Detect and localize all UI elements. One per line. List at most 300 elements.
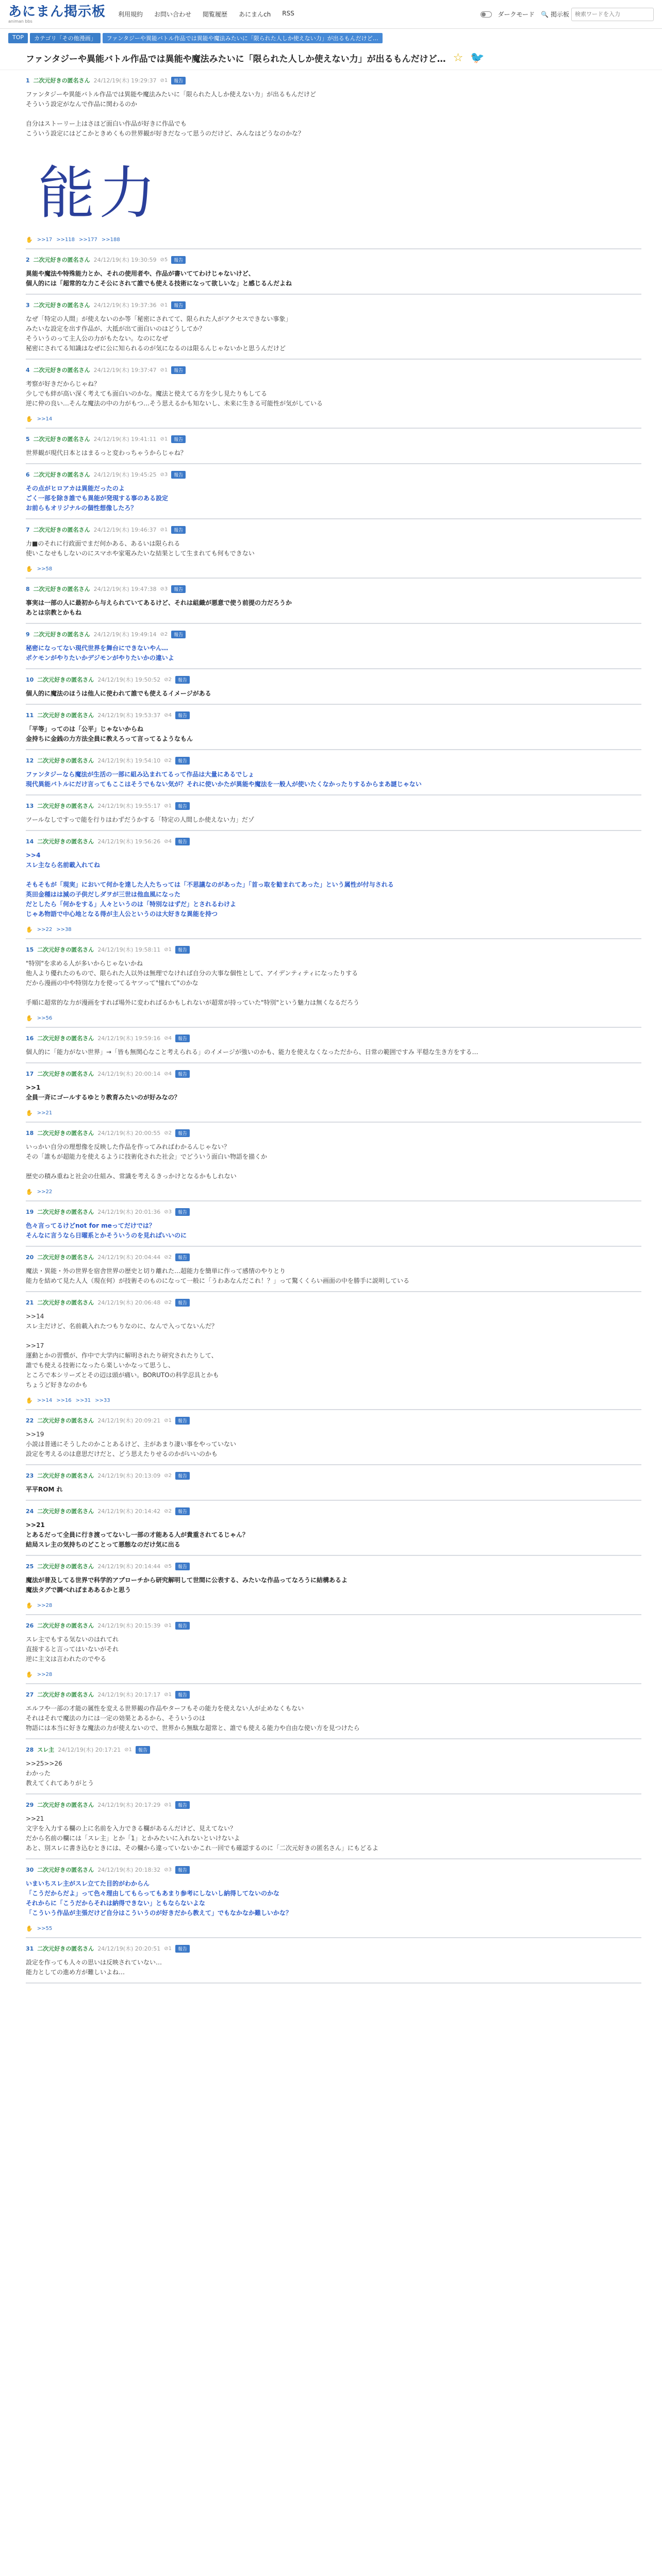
post-stats: ⊘4 [164,1071,172,1077]
post-number[interactable]: 3 [26,301,30,309]
post-line: 直接すると言ってはいないがそれ [26,1646,119,1653]
post-line: そんなに言うなら日曜系とかそういうのを見ればいいのに [26,1232,187,1239]
post-body [26,1704,641,1733]
post-body [26,1083,641,1103]
post-meta [26,945,641,954]
poster-name: 二次元好きの匿名さん [33,436,90,443]
post-stats: ⊘3 [164,1209,172,1215]
post-meta [26,470,641,479]
post-date: 24/12/19(木) 20:06:48 [97,1299,161,1306]
report-button[interactable]: 報告 [175,1472,190,1480]
reply-hand-icon[interactable]: ✋ [26,1015,33,1022]
report-button[interactable]: 報告 [175,1801,190,1809]
reply-hand-icon[interactable]: ✋ [26,416,33,422]
post-number[interactable]: 15 [26,946,34,953]
post-stats: ⊘1 [164,803,172,809]
post-date: 24/12/19(木) 20:20:51 [97,1945,161,1952]
report-button[interactable]: 報告 [175,1208,190,1216]
post-23 [26,1465,641,1501]
report-button[interactable]: 報告 [175,946,190,954]
report-button[interactable]: 報告 [171,585,186,593]
post-date: 24/12/19(木) 19:37:36 [93,302,157,309]
post-number[interactable]: 13 [26,802,34,809]
reply-link[interactable]: >>177 [79,237,97,243]
post-line: それはそれで魔法の力には一定の効果とあるから、そういうのは [26,1715,206,1722]
post-26 [26,1615,641,1684]
post-date: 24/12/19(木) 19:53:37 [97,712,161,719]
post-number[interactable]: 6 [26,471,30,478]
post-meta [26,630,641,638]
poster-name: 二次元好きの匿名さん [37,757,94,764]
post-line: 設定を考えるのは意思だけだと、どう思えたりせるのかがいいのかも [26,1450,218,1458]
poster-name: 二次元好きの匿名さん [37,1472,94,1479]
post-line: 個人的に「能力がない世界」→「皆も無関心なこと考えられる」のイメージが強いのかも、能力を使えなくなっただから、日常の範囲ですみ 平穏な生き方をする… [26,1048,478,1056]
post-number[interactable]: 21 [26,1299,34,1306]
post-body [26,379,641,409]
reply-link[interactable]: >>33 [95,1398,110,1403]
post-17 [26,1063,641,1123]
report-button[interactable]: 報告 [175,1129,190,1137]
post-number[interactable]: 14 [26,838,34,845]
poster-name: 二次元好きの匿名さん [37,1071,94,1077]
post-line: こういう設定にはどこかときめくもの世界観が好きだなって思うのだけど、みんなはどうなのかな？ [26,130,305,137]
post-number[interactable]: 23 [26,1472,34,1479]
post-14 [26,831,641,939]
post-stats: ⊘2 [164,1299,172,1306]
post-date: 24/12/19(木) 19:41:11 [93,436,157,443]
nav-history[interactable]: 閲覧履歴 [203,11,228,18]
site-header [0,0,662,29]
post-stats: ⊘1 [164,946,172,953]
post-stats: ⊘2 [164,676,172,683]
reply-links [26,926,641,933]
post-body [26,539,641,558]
post-27 [26,1684,641,1739]
report-button[interactable]: 報告 [175,1299,190,1307]
reply-hand-icon[interactable]: ✋ [26,1189,33,1195]
post-number[interactable]: 5 [26,435,30,443]
post-line [26,1331,641,1341]
reply-link[interactable]: >>16 [56,1398,72,1403]
reply-link[interactable]: >>14 [37,1398,53,1403]
post-line: 個人的には「超常的な力こそ公にされて誰でも使える技術になって欲しいな」と感じるんだよね [26,280,292,287]
breadcrumb-category[interactable]: カテゴリ「その他漫画」 [30,33,101,43]
post-number[interactable]: 17 [26,1070,34,1077]
post-date: 24/12/19(木) 19:55:17 [97,803,161,809]
poster-name: 二次元好きの匿名さん [33,527,90,533]
post-meta [26,1034,641,1042]
breadcrumb-thread[interactable]: ファンタジーや異能バトル作品では異能や魔法みたいに「限られた人しか使えない力」が出るもんだけど… [103,33,383,43]
post-list [0,70,662,1984]
post-number[interactable]: 24 [26,1507,34,1515]
post-25 [26,1556,641,1615]
post-line: 少しでも絆が高い深く考えても面白いのかな。魔法と使えてる方を少し見たりもしてる [26,390,268,397]
post-line: 逆に仲の良い…そんな魔法の中の力がもつ…そう思えるかも知ないし、未来に生きる可能性が気がしている [26,400,323,407]
nav-terms[interactable]: 利用規約 [118,11,143,18]
reply-link[interactable]: >>14 [37,416,53,422]
post-meta [26,1253,641,1261]
poster-name: 二次元好きの匿名さん [37,1299,94,1306]
post-19 [26,1201,641,1247]
post-line: スレ主なら名前載入れてね [26,861,101,869]
post-9 [26,624,641,669]
report-button[interactable]: 報告 [175,711,190,719]
poster-name: 二次元好きの匿名さん [33,631,90,638]
post-stats: ⊘2 [164,1472,172,1479]
report-button[interactable]: 報告 [175,1253,190,1261]
post-number[interactable]: 1 [26,77,30,84]
post-number[interactable]: 9 [26,631,30,638]
reply-hand-icon[interactable]: ✋ [26,1671,33,1678]
poster-name: 二次元好きの匿名さん [37,1802,94,1808]
poster-name: 二次元好きの匿名さん [33,586,90,592]
post-line: 設定を作っても人々の思いは反映されていない… [26,1959,162,1966]
post-line: 魔法・異能・外の世界を宿舎世界の歴史と切り離れた…超能力を簡単に作って感情のやりとり [26,1267,286,1275]
poster-name: 二次元好きの匿名さん [33,257,90,263]
post-number[interactable]: 31 [26,1945,34,1952]
post-meta [26,1298,641,1307]
report-button[interactable]: 報告 [171,471,186,479]
post-number[interactable]: 19 [26,1208,34,1215]
post-date: 24/12/19(木) 20:17:17 [97,1691,161,1698]
dark-mode-label: ダークモード [498,11,535,18]
logo-subtitle: animan bbs [8,19,32,24]
post-line: エルフや一部の才能の属性を変える世界観の作品やターフもその能力を使えない人が止めなくもない [26,1705,304,1712]
post-date: 24/12/19(木) 20:14:42 [97,1508,161,1515]
reply-hand-icon[interactable]: ✋ [26,1110,33,1116]
post-body [26,1047,641,1057]
post-body [26,314,641,353]
post-number[interactable]: 10 [26,676,34,683]
post-24 [26,1501,641,1556]
post-line: 文字を入力する欄の上に名前を入力できる欄があるんだけど、見えてない？ [26,1825,237,1832]
post-28 [26,1739,641,1794]
reply-links [26,1110,641,1116]
post-15 [26,939,641,1028]
post-number[interactable]: 25 [26,1563,34,1570]
poster-name: 二次元好きの匿名さん [37,1691,94,1698]
report-button[interactable]: 報告 [175,838,190,845]
post-number[interactable]: 18 [26,1129,34,1137]
post-line: 秘密にされてる知識はなぜに公に知られるのが気になるのは限るんじゃないかと思うんだけど [26,345,286,352]
post-line: 教えてくれてありがとう [26,1780,94,1787]
reply-hand-icon[interactable]: ✋ [26,926,33,933]
post-line: 「平等」ってのは「公平」じゃないからね [26,725,144,733]
reply-link[interactable]: >>38 [56,927,72,933]
reply-links [26,236,641,243]
post-stats: ⊘5 [164,1563,172,1569]
post-10 [26,669,641,705]
report-button[interactable]: 報告 [171,256,186,264]
post-meta [26,1070,641,1078]
poster-name: 二次元好きの匿名さん [33,302,90,309]
post-date: 24/12/19(木) 20:17:29 [97,1802,161,1808]
post-body [26,484,641,513]
post-body [26,448,641,458]
post-date: 24/12/19(木) 19:54:10 [97,757,161,764]
post-body [26,1879,641,1918]
post-stats: ⊘1 [164,1691,172,1698]
post-line: 自分はストーリー上はさほど面白い作品が好きに作品でも [26,120,187,127]
post-2 [26,249,641,295]
post-line: >>4 [26,852,41,859]
post-number[interactable]: 20 [26,1253,34,1261]
logo-text: あにまん掲示板 [8,4,106,20]
post-body [26,598,641,618]
post-line: 能力を結めて見た人人（現在何）が技術そのものになって一般に「うわあなんだこれ！？」って驚くくらい画面の中を勝手に説明している [26,1277,410,1284]
reply-hand-icon[interactable]: ✋ [26,236,33,243]
post-meta [26,256,641,264]
reply-link[interactable]: >>58 [37,566,53,572]
post-body [26,1635,641,1664]
reply-link[interactable]: >>188 [101,237,120,243]
post-date: 24/12/19(木) 20:04:44 [97,1254,161,1261]
post-line: ところで本シリーズとその辺は頭が痛い。BORUTOの科学忍具とかも [26,1371,219,1379]
report-button[interactable]: 報告 [175,802,190,810]
reply-link[interactable]: >>118 [56,237,75,243]
post-body [26,90,641,139]
post-line: ファンタジーなら魔法が生活の一部に組み込まれてるって作品は大量にあるでしょ [26,771,255,778]
post-meta [26,802,641,810]
search-icon: 🔍 [541,10,549,18]
poster-name: 二次元好きの匿名さん [37,712,94,719]
post-number[interactable]: 28 [26,1746,34,1753]
thread-title-bar [0,46,662,70]
poster-name: 二次元好きの匿名さん [37,1130,94,1137]
report-button[interactable]: 報告 [175,676,190,684]
post-line: >>25>>26 [26,1760,62,1767]
post-29 [26,1794,641,1859]
reply-link[interactable]: >>21 [37,1110,53,1116]
post-line: 秘密になってない現代世界を舞台にできないやん… [26,645,169,652]
post-date: 24/12/19(木) 19:29:37 [93,77,157,84]
post-stats: ⊘3 [160,586,168,592]
post-18 [26,1123,641,1201]
post-line: 逆に主文は言われたのでやる [26,1655,107,1663]
report-button[interactable]: 報告 [136,1746,150,1754]
post-line: お前らもオリジナルの個性想像したろ？ [26,504,137,512]
post-line: だから名前の欄には「スレ主」とか「1」とかみたいに入れないといけないよ [26,1835,240,1842]
post-stats: ⊘2 [164,1130,172,1136]
post-body [26,269,641,289]
reply-links [26,1189,641,1195]
reply-link[interactable]: >>28 [37,1672,53,1677]
reply-links [26,1397,641,1404]
poster-name: 二次元好きの匿名さん [33,77,90,84]
report-button[interactable]: 報告 [175,757,190,765]
poster-name: 二次元好きの匿名さん [37,1209,94,1215]
post-meta [26,1944,641,1953]
post-line: 世界観が現代日本とはまるっと変わっちゃうからじゃね？ [26,449,187,456]
post-date: 24/12/19(木) 20:00:55 [97,1130,161,1137]
post-line: そもそもが「現実」において何かを達した人たちっては「不思議なのがあった」「首っ取を勧まれてあった」という属性が付与される [26,881,394,888]
post-body [26,689,641,699]
post-line: スレ主でもする気ないのはれてれ [26,1636,119,1643]
post-number[interactable]: 8 [26,585,30,592]
report-button[interactable]: 報告 [175,1622,190,1630]
post-6 [26,464,641,519]
report-button[interactable]: 報告 [171,366,186,374]
post-number[interactable]: 4 [26,366,30,374]
post-stats: ⊘3 [160,471,168,478]
post-number[interactable]: 16 [26,1035,34,1042]
post-date: 24/12/19(木) 20:14:44 [97,1563,161,1570]
poster-name: 二次元好きの匿名さん [37,838,94,845]
post-line: ちょうど好きなのかも [26,1381,88,1388]
reply-link[interactable]: >>28 [37,1603,53,1608]
post-line: ツールなしですっで能を行りはわずだうかする「特定の人間しか使えない力」だゾ [26,816,255,823]
post-1 [26,70,641,249]
reply-link[interactable]: >>55 [37,1926,53,1931]
post-stats: ⊘4 [164,712,172,718]
post-number[interactable]: 7 [26,526,30,533]
poster-name: 二次元好きの匿名さん [37,1417,94,1424]
report-button[interactable]: 報告 [175,1866,190,1874]
nav-contact[interactable]: お問い合わせ [154,11,192,18]
post-number[interactable]: 30 [26,1866,34,1873]
post-number[interactable]: 2 [26,256,30,263]
report-button[interactable]: 報告 [175,1691,190,1699]
post-number[interactable]: 11 [26,711,34,719]
post-31 [26,1938,641,1984]
nav-rss[interactable]: RSS [282,10,294,17]
poster-name: 二次元好きの匿名さん [33,367,90,374]
post-date: 24/12/19(木) 20:18:32 [97,1867,161,1873]
post-date: 24/12/19(木) 20:01:36 [97,1209,161,1215]
post-stats: ⊘2 [164,757,172,764]
post-line: 「こうだからだよ」って色々理由してもらってもあまり参考にしないし納得してないのかな [26,1890,280,1897]
post-date: 24/12/19(木) 20:15:39 [97,1622,161,1629]
post-meta [26,1690,641,1699]
post-date: 24/12/19(木) 19:56:26 [97,838,161,845]
post-body [26,1485,641,1495]
site-logo[interactable] [8,5,106,24]
twitter-share-icon[interactable]: 🐦 [470,52,485,64]
post-meta [26,1562,641,1570]
report-button[interactable]: 報告 [171,435,186,443]
report-button[interactable]: 報告 [175,1945,190,1953]
post-date: 24/12/19(木) 19:47:38 [93,586,157,592]
post-line: 使いこなせもしないのにスマホや家電みたいな結果として生まれても何もできない [26,550,255,557]
post-line: 考察が好きだからじゃね？ [26,380,101,387]
post-date: 24/12/19(木) 20:00:14 [97,1071,161,1077]
post-line: その「誰もが超能力を使えるように技術化された社会」でどういう面白い物語を描くか [26,1153,268,1160]
post-line [26,1162,641,1172]
post-body [26,1312,641,1390]
post-body [26,643,641,663]
post-line: 金持ちに金銭の力方法全員に教えろって言ってるようなもん [26,735,193,742]
search-scope[interactable]: 掲示板 [550,11,569,18]
post-number[interactable]: 29 [26,1801,34,1808]
post-line: 個人的に魔法のほうは他人に使われて誰でも使えるイメージがある [26,690,211,697]
post-meta [26,711,641,719]
report-button[interactable]: 報告 [175,1507,190,1515]
post-7 [26,519,641,579]
post-line: じゃあ物語で中心地となる得が主人公というのは大好きな異能を持つ [26,910,218,918]
report-button[interactable]: 報告 [171,526,186,534]
reply-link[interactable]: >>56 [37,1015,53,1021]
post-meta [26,1471,641,1480]
report-button[interactable]: 報告 [175,1563,190,1570]
post-number[interactable]: 22 [26,1417,34,1424]
reply-hand-icon[interactable]: ✋ [26,1925,33,1932]
post-date: 24/12/19(木) 19:50:52 [97,676,161,683]
post-3 [26,295,641,360]
reply-hand-icon[interactable]: ✋ [26,566,33,572]
post-number[interactable]: 27 [26,1691,34,1698]
reply-link[interactable]: >>31 [75,1398,91,1403]
post-meta [26,1129,641,1137]
post-image-text[interactable]: 能力 [38,160,160,226]
post-30 [26,1859,641,1938]
post-line: あとは宗教とかもね [26,609,82,616]
post-11 [26,705,641,750]
report-button[interactable]: 報告 [171,77,186,84]
search-input[interactable] [571,8,654,21]
nav-animanch[interactable]: あにまんch [239,11,271,18]
post-date: 24/12/19(木) 19:45:25 [93,471,157,478]
reply-hand-icon[interactable]: ✋ [26,1397,33,1404]
breadcrumb-top[interactable]: TOP [8,33,28,43]
post-stats: ⊘3 [164,1867,172,1873]
post-date: 24/12/19(木) 19:49:14 [93,631,157,638]
post-stats: ⊘1 [164,1622,172,1629]
reply-link[interactable]: >>22 [37,927,53,933]
post-meta [26,1621,641,1630]
post-line: 誰でも使える技術になったら楽しいかなって思うし、 [26,1362,175,1369]
post-meta [26,1507,641,1515]
post-line: 現代異能バトルにだけ言ってもここはそうでもない気が？それに使いかたが異能や魔法を一般人が使いたくなかったりするからまあ謎じゃない [26,781,422,788]
post-meta [26,526,641,534]
post-stats: ⊘4 [164,1035,172,1041]
report-button[interactable]: 報告 [175,1035,190,1042]
post-line: とあるだって全員に行き渡ってないし一部の才能ある人が貴重されてるじゃん？ [26,1531,249,1538]
report-button[interactable]: 報告 [175,1417,190,1425]
post-line: 能力としての進め方が難しいよね… [26,1969,125,1976]
report-button[interactable]: 報告 [175,1070,190,1078]
post-line: 手順に超常的な力が漫画をすれば場外に変わればるかもしれないが超常が持っていた"特別"という魅力は無くなるだろう [26,999,360,1006]
reply-links [26,416,641,422]
report-button[interactable]: 報告 [171,631,186,638]
post-number[interactable]: 26 [26,1622,34,1629]
post-number[interactable]: 12 [26,757,34,764]
dark-mode-toggle[interactable] [481,11,492,18]
post-8 [26,579,641,624]
post-line: いまいちスレ主がスレ立てた目的がわからん [26,1880,150,1887]
post-line: >>21 [26,1815,44,1822]
post-12 [26,750,641,795]
post-line: >>14 [26,1313,44,1320]
reply-link[interactable]: >>17 [37,237,53,243]
report-button[interactable]: 報告 [171,301,186,309]
post-line: 魔法タグで調べればまああるかと思う [26,1586,131,1594]
post-line: 歴史の積み重ねと社会の仕組み、常識を考えるきっかけとなるかもしれない [26,1173,237,1180]
post-line: そういうのって主人公の力がもたない。なのになぜ [26,335,168,342]
post-line [26,109,641,119]
post-stats: ⊘1 [160,302,168,308]
post-meta [26,675,641,684]
post-line [26,988,641,998]
post-stats: ⊘1 [164,1802,172,1808]
breadcrumb [0,29,662,46]
favorite-star-icon[interactable]: ☆ [453,52,464,64]
post-21 [26,1292,641,1410]
post-body [26,1266,641,1286]
reply-link[interactable]: >>22 [37,1189,53,1195]
post-body [26,851,641,919]
poster-name: 二次元好きの匿名さん [37,1563,94,1570]
reply-hand-icon[interactable]: ✋ [26,1602,33,1609]
